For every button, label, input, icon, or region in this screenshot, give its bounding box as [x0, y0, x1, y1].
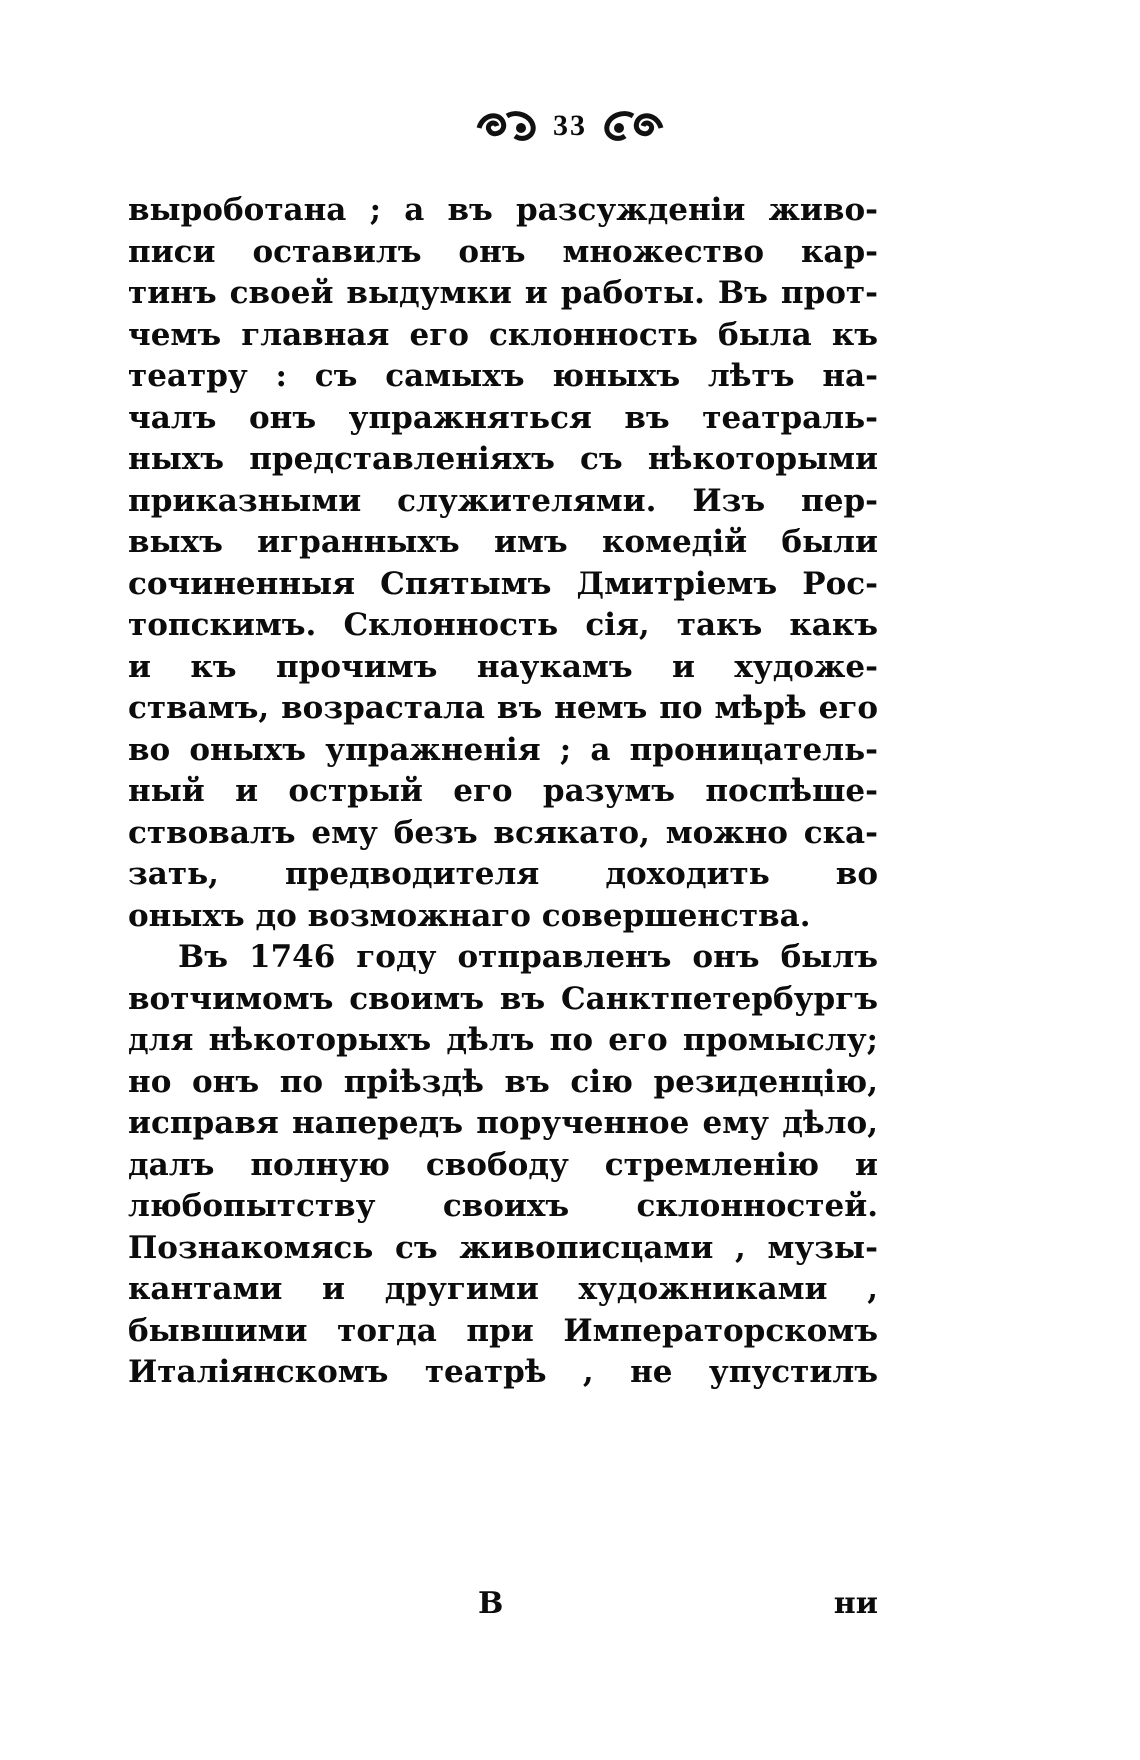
text-line: оныхъ до возможнаго совершенства. — [128, 897, 811, 934]
text-line: для нѣкоторыхъ дѣлъ по его промыслу; — [128, 1022, 878, 1058]
text-line: бывшими тогда при Императорскомъ — [128, 1312, 878, 1349]
text-line: вотчимомъ своимъ въ Санктпетербургъ — [128, 980, 878, 1017]
text-block — [128, 190, 878, 1394]
text-line: кантами и другими художниками , — [128, 1271, 878, 1307]
right-ornament-icon — [597, 106, 667, 146]
text-line: чалъ онъ упражняться въ театраль- — [128, 399, 878, 436]
text-line: приказными служителями. Изъ пер- — [128, 482, 878, 519]
text-line: во оныхъ упражненія ; а проницатель- — [128, 731, 878, 768]
signature-mark: В — [478, 1586, 504, 1621]
text-line: исправя напередъ порученное ему дѣло, — [128, 1105, 878, 1141]
text-line: ныхъ представленіяхъ съ нѣкоторыми — [128, 441, 878, 477]
text-line: ный и острый его разумъ поспѣше- — [128, 773, 878, 809]
page-footer — [128, 1586, 878, 1626]
page-number: 33 — [553, 109, 587, 142]
text-line: любопытству своихъ склонностей. — [128, 1188, 878, 1224]
catchword: ни — [833, 1586, 878, 1621]
page-header — [0, 104, 1140, 148]
text-line: далъ полную свободу стремленію и — [128, 1146, 878, 1183]
text-line: топскимъ. Склонность сія, такъ какъ — [128, 607, 878, 643]
text-line: тинъ своей выдумки и работы. Въ прот- — [128, 275, 878, 311]
text-line: и къ прочимъ наукамъ и художе- — [128, 648, 878, 685]
text-line: Италіянскомъ театрѣ , не упустилъ — [128, 1354, 878, 1390]
text-line: Познакомясь съ живописцами , музы- — [128, 1229, 878, 1266]
text-line: но онъ по пріѣздѣ въ сію резиденцію, — [128, 1063, 878, 1100]
text-line: ствовалъ ему безъ всякато, можно ска- — [128, 814, 878, 851]
text-line: зать, предводителя доходить во — [128, 856, 878, 892]
text-line: сочиненныя Спятымъ Дмитріемъ Рос- — [128, 565, 878, 602]
left-ornament-icon — [473, 106, 543, 146]
text-line: писи оставилъ онъ множество кар- — [128, 233, 878, 270]
text-line: Въ 1746 году отправленъ онъ былъ — [178, 939, 878, 975]
text-line: ствамъ, возрастала въ немъ по мѣрѣ его — [128, 690, 878, 726]
text-line: чемъ главная его склонность была къ — [128, 316, 878, 353]
text-line: выхъ игранныхъ имъ комедій были — [128, 524, 878, 560]
text-line: театру : съ самыхъ юныхъ лѣтъ на- — [128, 358, 878, 394]
text-line: выроботана ; а въ разсужденіи живо- — [128, 192, 878, 228]
